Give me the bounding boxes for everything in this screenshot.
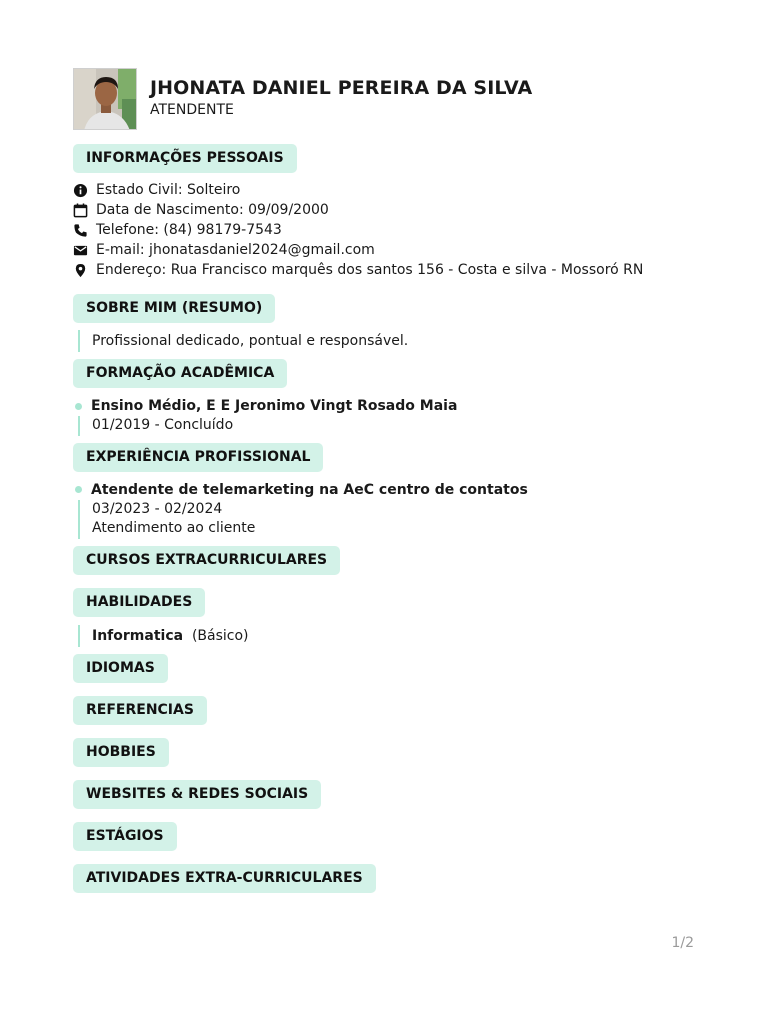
section-skills — [73, 588, 713, 647]
section-websites — [73, 780, 713, 809]
info-text: Telefone: (84) 98179-7543 — [96, 222, 282, 238]
bullet-dot — [75, 486, 82, 493]
section-summary — [73, 294, 713, 352]
candidate-name: JHONATA DANIEL PEREIRA DA SILVA — [150, 77, 533, 99]
info-icon — [73, 183, 88, 198]
bullet-dot — [75, 403, 82, 410]
info-row-phone — [73, 220, 713, 240]
section-title-personal: INFORMAÇÕES PESSOAIS — [73, 144, 297, 173]
info-row-civil-status — [73, 180, 713, 200]
summary-text: Profissional dedicado, pontual e responsável. — [78, 330, 713, 352]
section-education — [73, 359, 713, 436]
calendar-icon — [73, 203, 88, 218]
location-pin-icon — [73, 263, 88, 278]
profile-photo — [73, 68, 137, 130]
section-title-courses: CURSOS EXTRACURRICULARES — [73, 546, 340, 575]
info-text: E-mail: jhonatasdaniel2024@gmail.com — [96, 242, 375, 258]
skill-item — [78, 625, 713, 647]
experience-entry-title — [73, 480, 713, 500]
header-text — [150, 68, 532, 119]
section-title-languages: IDIOMAS — [73, 654, 168, 683]
mail-icon — [73, 243, 88, 258]
info-row-address — [73, 260, 713, 280]
profile-photo-image — [74, 69, 137, 130]
experience-entry-date: 03/2023 - 02/2024 — [92, 500, 223, 517]
section-experience — [73, 443, 713, 539]
personal-info-list — [73, 180, 713, 280]
resume-page — [73, 68, 713, 893]
section-activities — [73, 864, 713, 893]
experience-entry-details — [78, 500, 713, 539]
info-text: Data de Nascimento: 09/09/2000 — [96, 202, 329, 218]
experience-entry-description: Atendimento ao cliente — [92, 520, 256, 536]
section-languages — [73, 654, 713, 683]
education-entry-title — [73, 396, 713, 416]
section-title-websites: WEBSITES & REDES SOCIAIS — [73, 780, 321, 809]
section-title-summary: SOBRE MIM (RESUMO) — [73, 294, 275, 323]
education-entry-details — [78, 416, 713, 436]
section-personal — [73, 144, 713, 280]
skill-level: (Básico) — [191, 627, 249, 644]
section-title-activities: ATIVIDADES EXTRA-CURRICULARES — [73, 864, 376, 893]
section-title-hobbies: HOBBIES — [73, 738, 169, 767]
info-text: Endereço: Rua Francisco marquês dos santos 156 - Costa e silva - Mossoró RN — [96, 262, 644, 278]
section-references — [73, 696, 713, 725]
section-title-education: FORMAÇÃO ACADÊMICA — [73, 359, 287, 388]
section-title-references: REFERENCIAS — [73, 696, 207, 725]
experience-entry — [73, 480, 713, 539]
phone-icon — [73, 223, 88, 238]
candidate-role: ATENDENTE — [150, 102, 234, 118]
info-row-email — [73, 240, 713, 260]
section-title-experience: EXPERIÊNCIA PROFISSIONAL — [73, 443, 323, 472]
education-entry-date: 01/2019 - Concluído — [92, 417, 234, 433]
education-entry-name: Ensino Médio, E E Jeronimo Vingt Rosado Maia — [91, 398, 458, 414]
info-row-birth-date — [73, 200, 713, 220]
experience-entry-name: Atendente de telemarketing na AeC centro de contatos — [91, 481, 528, 498]
section-title-internships: ESTÁGIOS — [73, 822, 177, 851]
skill-name: Informatica — [92, 627, 184, 644]
section-hobbies — [73, 738, 713, 767]
info-text: Estado Civil: Solteiro — [96, 182, 241, 198]
section-internships — [73, 822, 713, 851]
page-number: 1/2 — [671, 935, 694, 951]
section-courses — [73, 546, 713, 575]
resume-header — [73, 68, 713, 130]
section-title-skills: HABILIDADES — [73, 588, 205, 617]
education-entry — [73, 396, 713, 436]
